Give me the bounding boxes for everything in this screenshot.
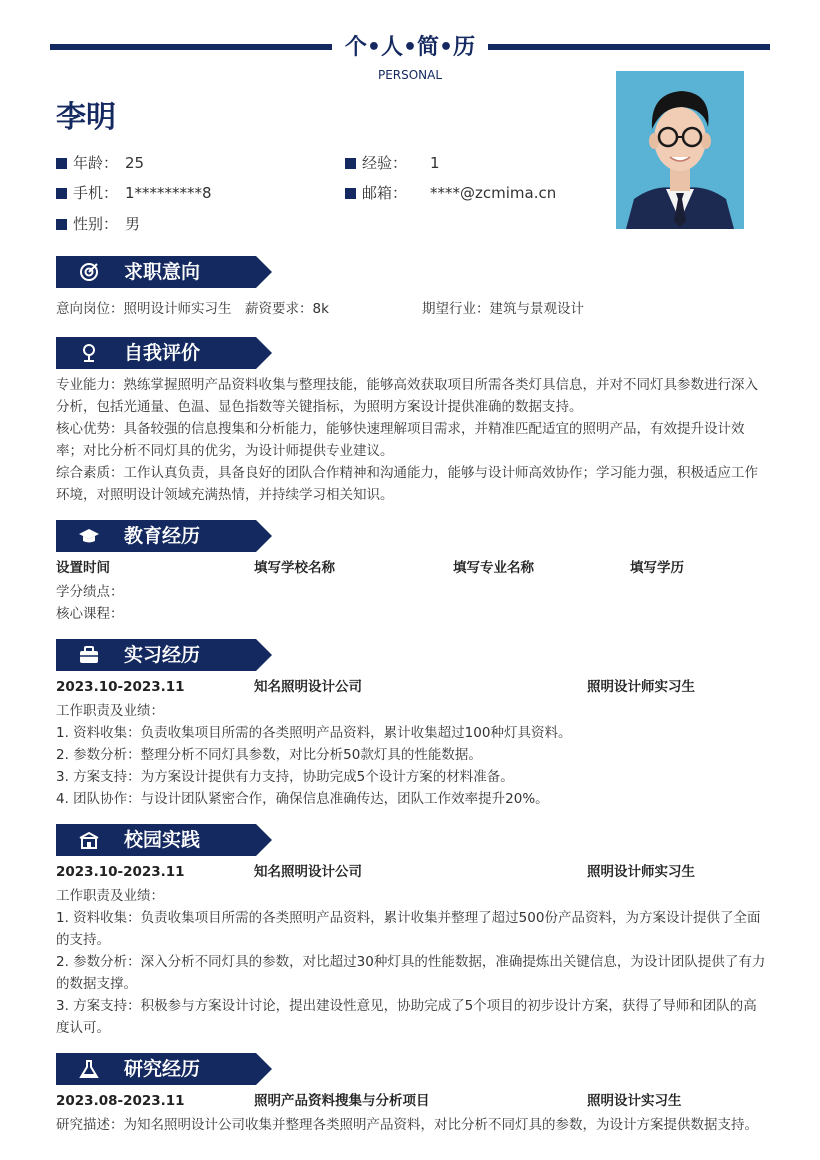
section-title: 校园实践 [124, 829, 201, 851]
gender-value: 男 [125, 215, 141, 233]
intention-industry: 期望行业：建筑与景观设计 [422, 301, 584, 317]
campus-company: 知名照明设计公司 [254, 864, 362, 880]
internship-item: 1. 资料收集：负责收集项目所需的各类照明产品资料，累计收集超过100种灯具资料。 [56, 725, 572, 741]
section-header-campus [56, 824, 272, 856]
self-eval-paragraph: 专业能力：熟练掌握照明产品资料收集与整理技能，能够高效获取项目所需各类灯具信息，并对不同灯具参数进行深入分析，包括光通量、色温、显色指数等关键指标，为照明方案设计提供准确的数据支持。 [56, 377, 758, 415]
phone-value: 1*********8 [125, 184, 212, 202]
email-label: 邮箱： [362, 184, 408, 202]
campus-item: 2. 参数分析：深入分析不同灯具的参数，对比超过30种灯具的性能数据，准确提炼出关键信息，为设计团队提供了有力的数据支撑。 [56, 954, 766, 992]
education-degree: 填写学历 [630, 560, 684, 576]
section-title: 研究经历 [124, 1058, 201, 1080]
intention-position: 意向岗位：照明设计师实习生 [56, 301, 232, 317]
research-project: 照明产品资料搜集与分析项目 [254, 1093, 430, 1109]
award-icon [78, 343, 100, 363]
info-gender [56, 214, 140, 234]
self-eval-paragraph: 核心优势：具备较强的信息搜集和分析能力，能够快速理解项目需求，并精准匹配适宜的照明产品，有效提升设计效率；对比分析不同灯具的优劣，为设计师提供专业建议。 [56, 421, 745, 459]
info-age [56, 153, 144, 173]
candidate-name: 李明 [56, 100, 116, 135]
education-school: 填写学校名称 [254, 560, 335, 576]
age-label: 年龄： [73, 154, 119, 172]
email-value: ****@zcmima.cn [430, 184, 557, 202]
campus-time: 2023.10-2023.11 [56, 864, 185, 880]
bullet-square-icon [56, 188, 67, 199]
briefcase-icon [78, 645, 100, 665]
section-header-self-eval [56, 337, 272, 369]
gender-label: 性别： [73, 215, 119, 233]
experience-value: 1 [430, 154, 440, 172]
section-header-intention [56, 256, 272, 288]
info-experience [345, 153, 440, 173]
internship-company: 知名照明设计公司 [254, 679, 362, 695]
bullet-square-icon [345, 188, 356, 199]
internship-duty-label: 工作职责及业绩： [56, 703, 164, 719]
internship-item: 4. 团队协作：与设计团队紧密合作，确保信息准确传达，团队工作效率提升20%。 [56, 791, 549, 807]
research-time: 2023.08-2023.11 [56, 1093, 185, 1109]
research-description: 研究描述：为知名照明设计公司收集并整理各类照明产品资料，对比分析不同灯具的参数，为设计方案提供数据支持。 [56, 1117, 758, 1133]
education-gpa: 学分绩点： [56, 584, 124, 600]
target-icon [78, 262, 100, 282]
resume-title: 个•人•简•历 [344, 35, 476, 60]
campus-role: 照明设计师实习生 [587, 864, 695, 880]
title-line-left [50, 44, 332, 50]
profile-photo [616, 71, 744, 229]
section-header-research [56, 1053, 272, 1085]
bullet-square-icon [56, 158, 67, 169]
campus-item: 1. 资料收集：负责收集项目所需的各类照明产品资料，累计收集并整理了超过500份产品资料，为方案设计提供了全面的支持。 [56, 910, 761, 948]
research-role: 照明设计实习生 [587, 1093, 682, 1109]
section-header-education [56, 520, 272, 552]
education-courses: 核心课程： [56, 606, 124, 622]
section-title: 自我评价 [124, 342, 201, 364]
section-title: 教育经历 [124, 525, 201, 547]
section-title: 实习经历 [124, 644, 201, 666]
internship-role: 照明设计师实习生 [587, 679, 695, 695]
bullet-square-icon [345, 158, 356, 169]
graduation-cap-icon [78, 526, 100, 546]
education-time: 设置时间 [56, 560, 110, 576]
resume-subtitle: PERSONAL [377, 68, 443, 82]
campus-item: 3. 方案支持：积极参与方案设计讨论，提出建设性意见，协助完成了5个项目的初步设计方案，获得了导师和团队的高度认可。 [56, 998, 757, 1036]
internship-item: 2. 参数分析：整理分析不同灯具参数，对比分析50款灯具的性能数据。 [56, 747, 482, 763]
section-title: 求职意向 [124, 261, 201, 283]
self-eval-paragraph: 综合素质：工作认真负责，具备良好的团队合作精神和沟通能力，能够与设计师高效协作；学习能力强，积极适应工作环境，对照明设计领域充满热情，并持续学习相关知识。 [56, 465, 758, 503]
experience-label: 经验： [362, 154, 408, 172]
intention-salary: 薪资要求：8k [245, 301, 329, 317]
title-line-right [488, 44, 770, 50]
info-phone [56, 183, 212, 203]
internship-time: 2023.10-2023.11 [56, 679, 185, 695]
age-value: 25 [125, 154, 145, 172]
school-building-icon [78, 830, 100, 850]
info-email [345, 183, 556, 203]
bullet-square-icon [56, 219, 67, 230]
section-header-internship [56, 639, 272, 671]
campus-duty-label: 工作职责及业绩： [56, 888, 164, 904]
flask-icon [78, 1059, 100, 1079]
education-major: 填写专业名称 [453, 560, 534, 576]
internship-item: 3. 方案支持：为方案设计提供有力支持，协助完成5个设计方案的材料准备。 [56, 769, 514, 785]
phone-label: 手机： [73, 184, 119, 202]
